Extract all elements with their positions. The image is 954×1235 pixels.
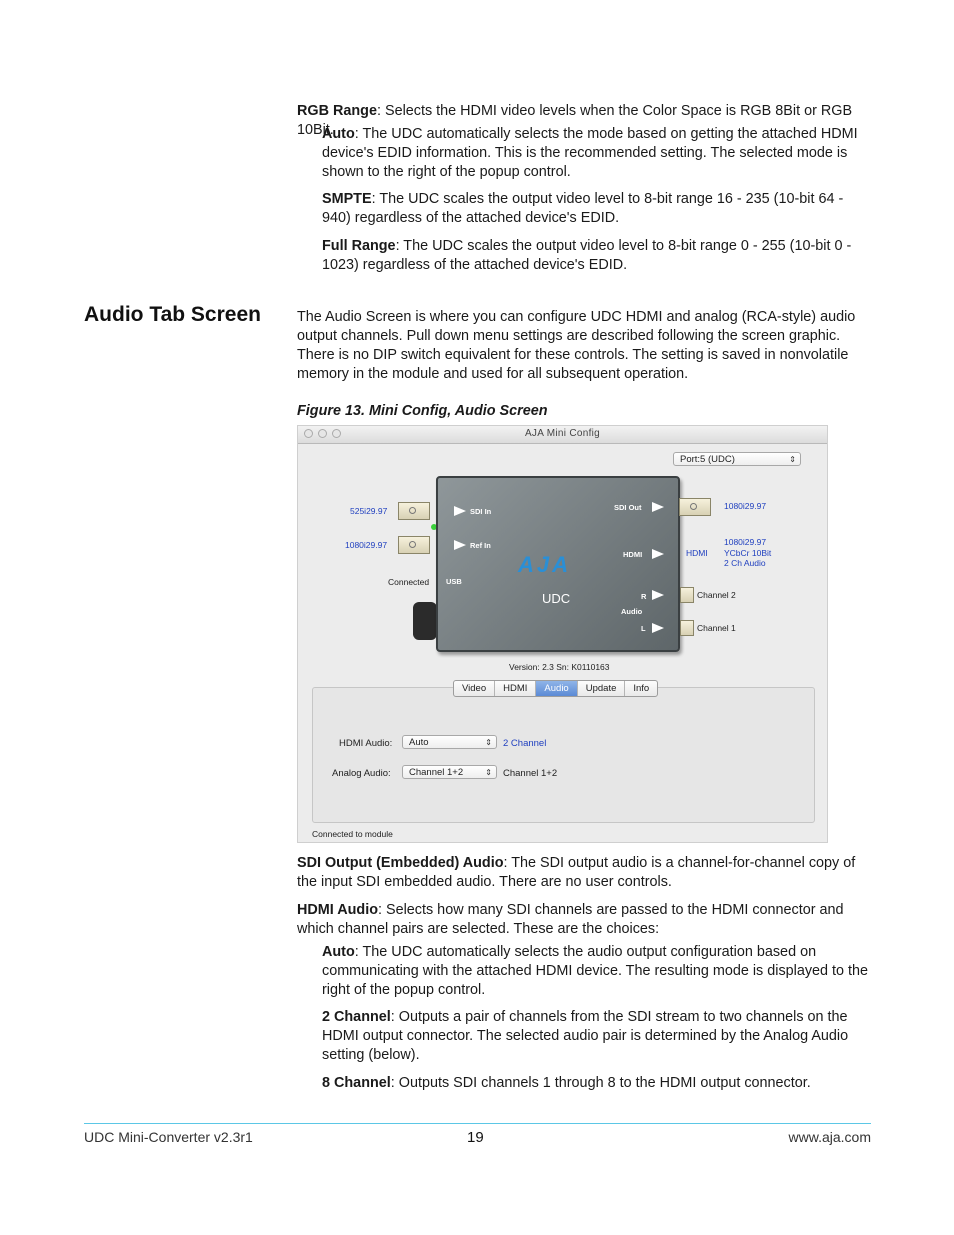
window-title: AJA Mini Config (524, 428, 601, 439)
window-titlebar (298, 426, 827, 444)
rgb-full-range-paragraph: Full Range: The UDC scales the output video level to 8-bit range 0 - 255 (10-bit 0 - 1023) regardless of the attached device's EDID. (322, 238, 852, 273)
hdmi-side-label: HDMI (686, 548, 708, 558)
channel2-label: Channel 2 (697, 590, 736, 600)
hdmi-audio-label: HDMI Audio: (339, 738, 393, 749)
tab-hdmi[interactable]: HDMI (495, 681, 536, 696)
analog-audio-result: Channel 1+2 (503, 768, 558, 779)
rgb-auto-paragraph: Auto: The UDC automatically selects the mode based on getting the attached HDMI device's EDID information. This is the recommended setting. The selected mode is shown to the right of the popup control. (322, 126, 858, 180)
aja-logo: AJA (518, 552, 572, 577)
analog-audio-select[interactable]: Channel 1+2 ⇕ (402, 765, 497, 779)
port-select[interactable]: Port:5 (UDC) ⇕ (673, 452, 801, 466)
hdmi-format-line1: 1080i29.97 (724, 537, 767, 547)
ref-in-connector (398, 536, 430, 554)
channel2-rca (680, 587, 694, 603)
updown-arrows-icon: ⇕ (485, 768, 492, 777)
hdmi-format-line3: 2 Ch Audio (724, 558, 766, 568)
tab-bar (453, 680, 658, 697)
tab-update[interactable]: Update (578, 681, 626, 696)
sdi-in-format: 525i29.97 (350, 506, 388, 516)
ref-in-arrow-icon (454, 540, 466, 550)
hdmi-out-arrow-icon (652, 549, 664, 559)
sdi-in-connector (398, 502, 430, 520)
tab-info[interactable]: Info (633, 683, 650, 694)
status-text: Connected to module (312, 829, 393, 839)
footer-rule (84, 1123, 871, 1124)
hdmi-auto-paragraph: Auto: The UDC automatically selects the audio output configuration based on communicating with the attached HDMI device. The resulting mode is displayed to the right of the popup control. (322, 944, 869, 998)
udc-device-graphic (436, 476, 680, 652)
audio-l-arrow-icon (652, 623, 664, 633)
device-sdi-in: SDI In (470, 507, 492, 516)
device-usb: USB (446, 577, 462, 586)
hdmi-audio-select[interactable]: Auto ⇕ (402, 735, 497, 749)
tab-video[interactable]: Video (454, 681, 495, 696)
settings-panel (312, 687, 815, 823)
hdmi-2channel-paragraph: 2 Channel: Outputs a pair of channels from the SDI stream to two channels on the HDMI output connector. The selected audio pair is determined by the Analog Audio setting (below). (322, 1009, 849, 1063)
usb-plug (413, 602, 437, 640)
section-heading: Audio Tab Screen (84, 303, 261, 326)
sdi-in-arrow-icon (454, 506, 466, 516)
version-text: Version: 2.3 Sn: K0110163 (509, 662, 610, 672)
page-number: 19 (467, 1129, 484, 1146)
sdi-out-format: 1080i29.97 (724, 501, 767, 511)
channel1-rca (680, 620, 694, 636)
hdmi-format-line2: YCbCr 10Bit (724, 548, 772, 558)
hdmi-8channel-paragraph: 8 Channel: Outputs SDI channels 1 through 8 to the HDMI output connector. (322, 1075, 811, 1091)
device-ref-in: Ref In (470, 541, 491, 550)
device-r: R (641, 592, 647, 601)
figure-caption: Figure 13. Mini Config, Audio Screen (297, 403, 548, 419)
device-l: L (641, 624, 646, 633)
device-model: UDC (542, 591, 571, 606)
device-hdmi: HDMI (623, 550, 643, 559)
connected-label: Connected (388, 577, 430, 587)
updown-arrows-icon: ⇕ (485, 738, 492, 747)
rgb-smpte-paragraph: SMPTE: The UDC scales the output video level to 8-bit range 16 - 235 (10-bit 64 - 940) regardless of the attached device's EDID. (322, 191, 844, 226)
ref-in-format: 1080i29.97 (345, 540, 388, 550)
mini-config-screenshot (297, 425, 828, 843)
device-audio: Audio (621, 607, 643, 616)
sdi-out-arrow-icon (652, 502, 664, 512)
analog-audio-label: Analog Audio: (332, 768, 391, 779)
hdmi-audio-result: 2 Channel (503, 738, 547, 749)
audio-r-arrow-icon (652, 590, 664, 600)
section-intro: The Audio Screen is where you can configure UDC HDMI and analog (RCA-style) audio output channels. Pull down menu settings are described following the screen graphic. There is no DIP switch equivalent for these controls. The setting is saved in nonvolatile memory in the module and used for all subsequent operation. (297, 309, 856, 382)
updown-arrows-icon: ⇕ (789, 455, 796, 464)
sdi-output-paragraph: SDI Output (Embedded) Audio: The SDI output audio is a channel-for-channel copy of the input SDI embedded audio. There are no user controls. (297, 855, 856, 890)
hdmi-audio-paragraph: HDMI Audio: Selects how many SDI channels are passed to the HDMI connector and which channel pairs are selected. These are the choices: (297, 902, 844, 937)
channel1-label: Channel 1 (697, 623, 736, 633)
rgb-range-paragraph: RGB Range: Selects the HDMI video levels when the Color Space is RGB 8Bit or RGB 10Bit. (297, 103, 853, 138)
device-sdi-out: SDI Out (614, 503, 642, 512)
tab-audio[interactable]: Audio (536, 681, 577, 696)
footer-url[interactable]: www.aja.com (788, 1129, 871, 1145)
footer-doc-title: UDC Mini-Converter v2.3r1 (84, 1129, 253, 1145)
sdi-out-connector (679, 498, 711, 516)
